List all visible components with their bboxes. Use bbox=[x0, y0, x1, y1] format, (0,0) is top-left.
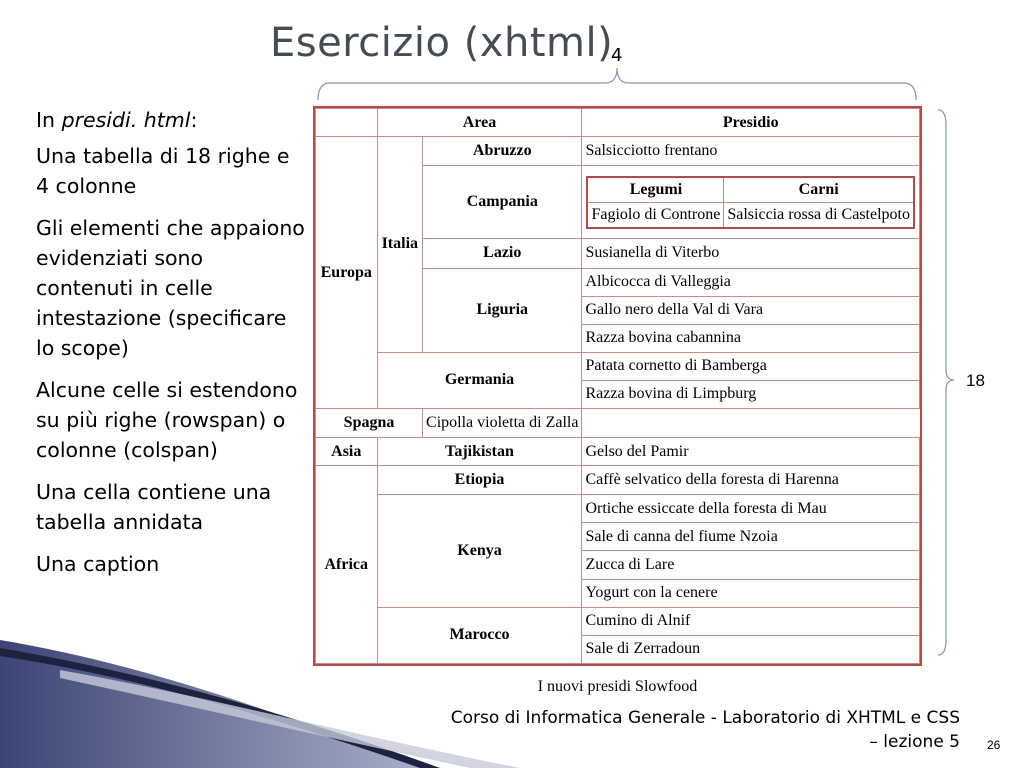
bullet-item: Una cella contiene una tabella annidata bbox=[36, 480, 272, 534]
presidio-cell: Salsicciotto frentano bbox=[582, 137, 920, 166]
rows-count-label: 18 bbox=[966, 371, 985, 390]
table-caption: I nuovi presidi Slowfood bbox=[537, 678, 698, 695]
intro-text: In bbox=[36, 108, 62, 132]
page-number: 26 bbox=[987, 738, 1001, 752]
intro-filename: presidi. html bbox=[61, 108, 191, 132]
bullet-item: Alcune celle si estendono su più righe (rowspan) o colonne (colspan) bbox=[36, 378, 298, 462]
nested-header-legumi: Legumi bbox=[587, 177, 723, 203]
presidio-cell: Zucca di Lare bbox=[582, 551, 920, 579]
nested-row bbox=[587, 202, 914, 228]
region-liguria: Liguria bbox=[423, 268, 582, 352]
bullet-list bbox=[36, 105, 306, 591]
presidio-cell: Razza bovina cabannina bbox=[582, 324, 920, 352]
intro-line bbox=[36, 105, 306, 135]
presidio-cell: Cipolla violetta di Zalla bbox=[423, 409, 582, 438]
intro-colon: : bbox=[190, 108, 198, 132]
continent-africa: Africa bbox=[316, 466, 378, 664]
table-row bbox=[316, 466, 920, 495]
presidio-cell: Sale di canna del fiume Nzoia bbox=[582, 523, 920, 551]
bullet-item: Una caption bbox=[36, 552, 160, 576]
region-lazio: Lazio bbox=[423, 239, 582, 268]
presidio-cell: Gallo nero della Val di Vara bbox=[582, 296, 920, 324]
nested-table bbox=[586, 176, 915, 229]
presidi-table-frame bbox=[313, 106, 922, 666]
presidio-cell: Caffè selvatico della foresta di Harenna bbox=[582, 466, 920, 495]
footer-line: – lezione 5 bbox=[869, 732, 960, 752]
presidio-cell: Gelso del Pamir bbox=[582, 438, 920, 466]
header-presidio: Presidio bbox=[582, 109, 920, 137]
presidi-table bbox=[315, 108, 920, 664]
region-abruzzo: Abruzzo bbox=[423, 137, 582, 166]
right-brace bbox=[938, 110, 954, 655]
country-etiopia: Etiopia bbox=[377, 466, 582, 495]
presidio-cell: Sale di Zerradoun bbox=[582, 635, 920, 663]
nested-header-row bbox=[587, 177, 914, 203]
table-row bbox=[316, 109, 920, 137]
continent-europa: Europa bbox=[316, 137, 378, 409]
nested-cell: Fagiolo di Controne bbox=[587, 202, 723, 228]
country-italia: Italia bbox=[377, 137, 423, 353]
table-row bbox=[316, 438, 920, 466]
slide-footer bbox=[451, 706, 960, 754]
presidio-cell: Susianella di Viterbo bbox=[582, 239, 920, 268]
slide-title: Esercizio (xhtml) bbox=[270, 20, 614, 66]
region-campania: Campania bbox=[423, 166, 582, 239]
empty-corner-cell bbox=[316, 109, 378, 137]
country-marocco: Marocco bbox=[377, 607, 582, 663]
presidio-cell: Ortiche essiccate della foresta di Mau bbox=[582, 495, 920, 523]
table-row bbox=[316, 607, 920, 635]
nested-cell: Salsiccia rossa di Castelpoto bbox=[724, 202, 914, 228]
header-area: Area bbox=[377, 109, 582, 137]
top-brace bbox=[318, 68, 916, 100]
table-row bbox=[316, 409, 920, 438]
bullet-item: Gli elementi che appaiono evidenziati sono contenuti in celle intestazione (specificare lo scope) bbox=[36, 216, 305, 360]
presidio-cell: Albicocca di Valleggia bbox=[582, 268, 920, 296]
bullet-item: Una tabella di 18 righe e 4 colonne bbox=[36, 144, 290, 198]
continent-asia: Asia bbox=[316, 438, 378, 466]
presidio-cell: Cumino di Alnif bbox=[582, 607, 920, 635]
country-kenya: Kenya bbox=[377, 495, 582, 607]
presidio-cell: Yogurt con la cenere bbox=[582, 579, 920, 607]
nested-header-carni: Carni bbox=[724, 177, 914, 203]
table-row bbox=[316, 137, 920, 166]
table-row bbox=[316, 352, 920, 380]
columns-count-label: 4 bbox=[611, 45, 623, 66]
presidio-cell: Patata cornetto di Bamberga bbox=[582, 352, 920, 380]
country-tajikistan: Tajikistan bbox=[377, 438, 582, 466]
table-row bbox=[316, 495, 920, 523]
presidio-cell: Razza bovina di Limpburg bbox=[582, 380, 920, 408]
nested-table-cell bbox=[582, 166, 920, 239]
country-spagna: Spagna bbox=[316, 409, 423, 438]
country-germania: Germania bbox=[377, 352, 582, 408]
footer-line: Corso di Informatica Generale - Laboratorio di XHTML e CSS bbox=[450, 708, 960, 728]
